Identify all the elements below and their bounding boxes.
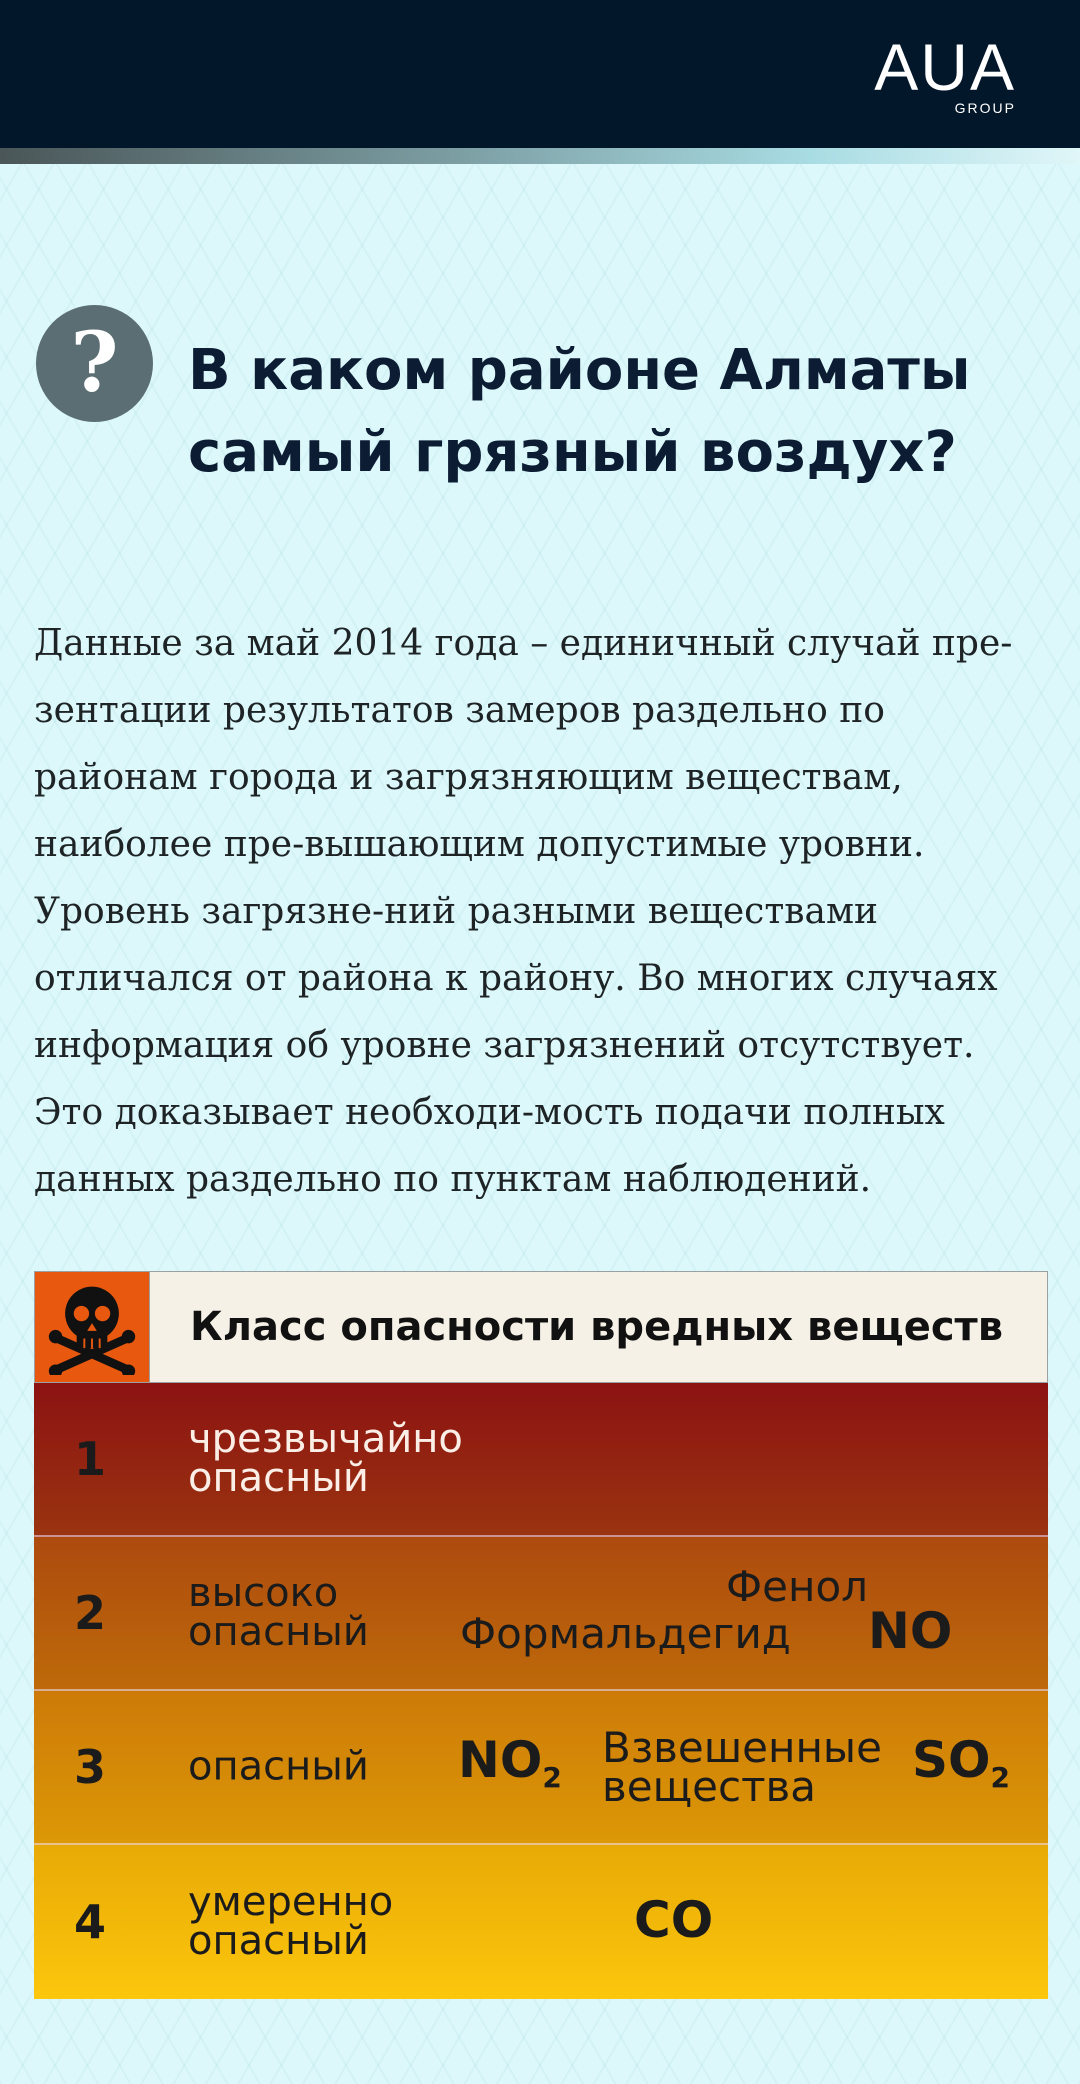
- top-header-bar: [0, 0, 1080, 148]
- hazard-icon-box: [35, 1272, 150, 1382]
- substance-no2: $NO_2$: [458, 1731, 562, 1794]
- substance-formaldehyde: Формальдегид: [460, 1609, 791, 1658]
- substance-suspended-matter: Взвешенные вещества: [602, 1723, 882, 1811]
- table-header-label: Класс опасности вредных веществ: [190, 1304, 1004, 1350]
- substance-phenol: Фенол: [726, 1562, 868, 1611]
- aua-logo: AUA: [874, 30, 1016, 104]
- class-number: 3: [74, 1740, 107, 1794]
- substance-no: NO: [868, 1602, 953, 1660]
- class-number: 1: [74, 1432, 107, 1486]
- class-number: 4: [74, 1895, 107, 1949]
- description-text: Данные за май 2014 года – единичный случай пре-зентации результатов замеров раздельно по районам города и загрязняющим веществам, наиболее пре-вышающим допустимые уровни. Уровень загрязне-ний разными веществами отличался от района к району. Во многих случаях информация об уровне загрязнений отсутствует. Это доказывает необходи-мость подачи полных данных раздельно по пунктам наблюдений.: [34, 623, 1013, 1200]
- skull-crossbones-icon: [44, 1279, 140, 1375]
- hazard-row-class-1: [34, 1383, 1048, 1537]
- class-number: 2: [74, 1586, 107, 1640]
- hazard-row-class-2: [34, 1537, 1048, 1691]
- accent-gradient-line: [0, 148, 1080, 164]
- hazard-row-class-3: [34, 1691, 1048, 1845]
- substance-co: CO: [634, 1891, 714, 1949]
- class-label: умеренно опасный: [188, 1879, 394, 1964]
- hazard-row-class-4: [34, 1845, 1048, 1999]
- class-label: опасный: [188, 1743, 369, 1790]
- question-mark-icon: ?: [36, 305, 153, 422]
- class-label: чрезвычайно опасный: [188, 1416, 463, 1501]
- table-header: [34, 1271, 1048, 1383]
- hazard-class-table: [34, 1271, 1048, 1999]
- page-title: В каком районе Алматы самый грязный воздух?: [188, 338, 971, 485]
- aua-logo-subtitle: GROUP: [954, 100, 1016, 116]
- class-label: высоко опасный: [188, 1570, 369, 1655]
- substance-so2: $SO_2$: [912, 1731, 1010, 1794]
